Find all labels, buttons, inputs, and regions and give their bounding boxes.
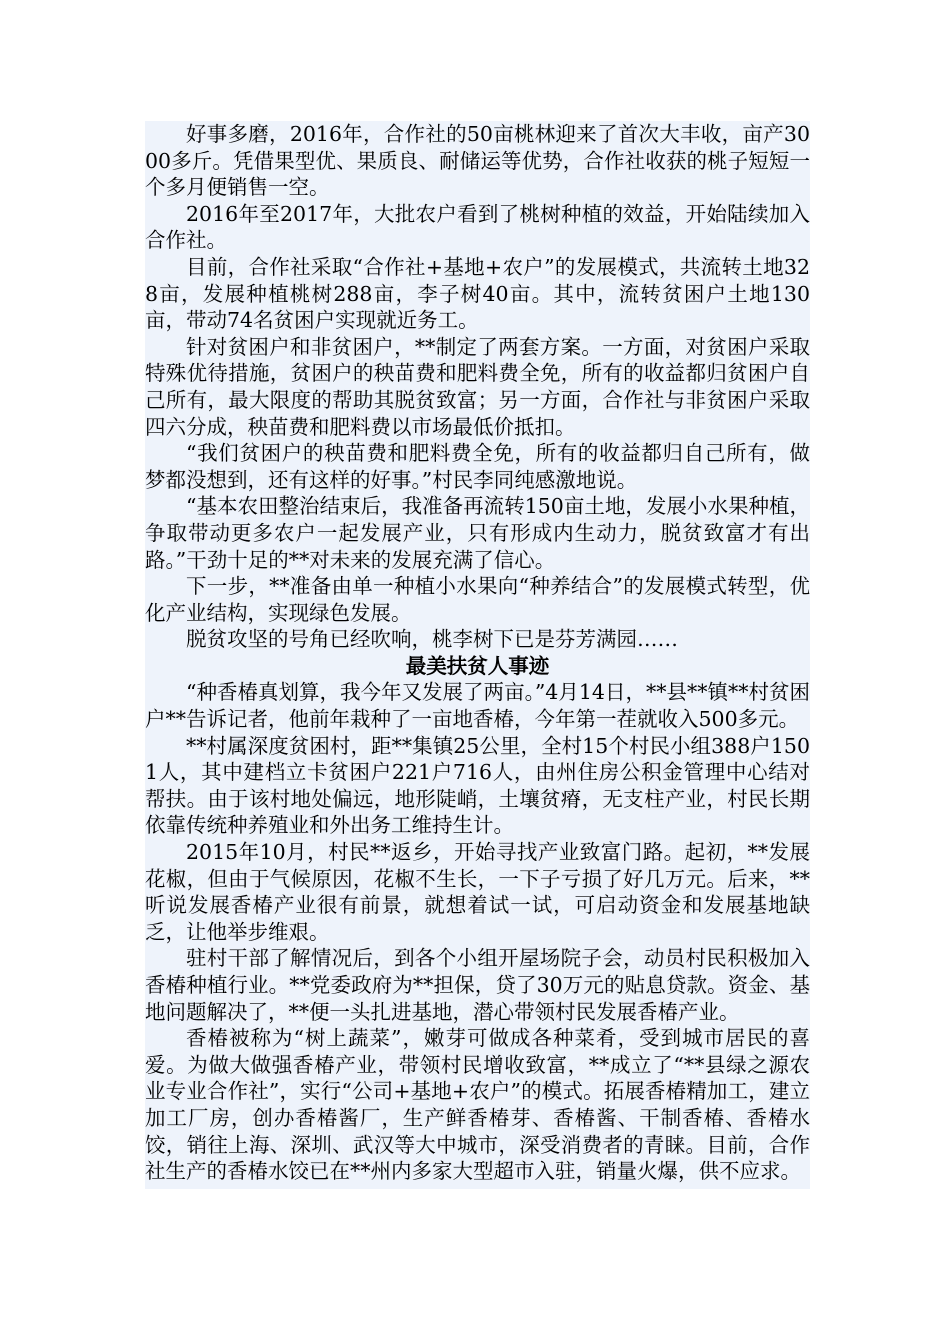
article2-paragraph-3: 2015年10月，村民**返乡，开始寻找产业致富门路。起初，**发展花椒，但由于气候原因，花椒不生长，一下子亏损了好几万元。后来，**听说发展香椿产业很有前景，就想着试一试，可启动资金和发展基地缺乏，让他举步维艰。 bbox=[145, 840, 810, 944]
article1-paragraph-8: 脱贫攻坚的号角已经吹响，桃李树下已是芬芳满园…… bbox=[186, 627, 678, 652]
article1-paragraph-5: “我们贫困户的秧苗费和肥料费全免，所有的收益都归自己所有，做梦都没想到，还有这样的好事。”村民李同纯感激地说。 bbox=[145, 441, 810, 492]
article1-paragraph-3: 目前，合作社采取“合作社+基地+农户”的发展模式，共流转土地328亩，发展种植桃树288亩，李子树40亩。其中，流转贫困户土地130亩，带动74名贫困户实现就近务工。 bbox=[145, 254, 810, 333]
article1-paragraph-2: 2016年至2017年，大批农户看到了桃树种植的效益，开始陆续加入合作社。 bbox=[145, 201, 810, 253]
document-body bbox=[145, 121, 810, 1189]
article2-paragraph-4: 驻村干部了解情况后，到各个小组开屋场院子会，动员村民积极加入香椿种植行业。**党委政府为**担保，贷了30万元的贴息贷款。资金、基地问题解决了，**便一头扎进基地，潜心带领村民发展香椿产业。 bbox=[145, 946, 810, 1024]
article2-paragraph-1: “种香椿真划算，我今年又发展了两亩。”4月14日，**县**镇**村贫困户**告诉记者，他前年栽种了一亩地香椿，今年第一茬就收入500多元。 bbox=[145, 680, 810, 732]
article1-paragraph-6: “基本农田整治结束后，我准备再流转150亩土地，发展小水果种植，争取带动更多农户一起发展产业，只有形成内生动力，脱贫致富才有出路。”干劲十足的**对未来的发展充满了信心。 bbox=[145, 494, 810, 572]
article2-title: 最美扶贫人事迹 bbox=[405, 653, 550, 678]
article1-paragraph-1: 好事多磨，2016年，合作社的50亩桃林迎来了首次大丰收，亩产3000多斤。凭借果型优、果质良、耐储运等优势，合作社收获的桃子短短一个多月便销售一空。 bbox=[145, 122, 810, 200]
article1-paragraph-7: 下一步，**准备由单一种植小水果向“种养结合”的发展模式转型，优化产业结构，实现绿色发展。 bbox=[145, 574, 810, 625]
article2-paragraph-2: **村属深度贫困村，距**集镇25公里，全村15个村民小组388户1501人，其中建档立卡贫困户221户716人，由州住房公积金管理中心结对帮扶。由于该村地处偏远，地形陡峭，土壤贫瘠，无支柱产业，村民长期依靠传统种养殖业和外出务工维持生计。 bbox=[145, 733, 810, 838]
article2-paragraph-5: 香椿被称为“树上蔬菜”，嫩芽可做成各种菜肴，受到城市居民的喜爱。为做大做强香椿产业，带领村民增收致富，**成立了“**县绿之源农业专业合作社”，实行“公司+基地+农户”的模式。拓展香椿精加工，建立加工厂房，创办香椿酱厂，生产鲜香椿芽、香椿酱、干制香椿、香椿水饺，销往上海、深圳、武汉等大中城市，深受消费者的青睐。目前，合作社生产的香椿水饺已在**州内多家大型超市入驻，销量火爆，供不应求。 bbox=[145, 1026, 810, 1184]
article1-paragraph-4: 针对贫困户和非贫困户，**制定了两套方案。一方面，对贫困户采取特殊优待措施，贫困户的秧苗费和肥料费全免，所有的收益都归贫困户自己所有，最大限度的帮助其脱贫致富；另一方面，合作社与非贫困户采取四六分成，秧苗费和肥料费以市场最低价抵扣。 bbox=[145, 334, 810, 439]
